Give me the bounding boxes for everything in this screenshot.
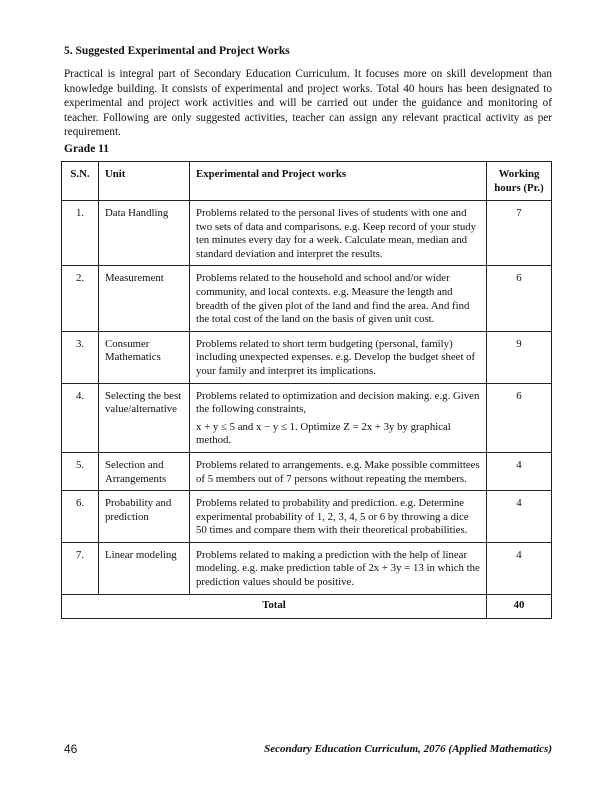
header-hours-line1: Working bbox=[498, 168, 540, 180]
table-row bbox=[62, 452, 552, 490]
row-works: Problems related to probability and prediction. e.g. Determine experimental probability of 1, 2, 3, 4, 5 or 6 by throwing a dice 50 times and compare them with their theoretical probabilities. bbox=[190, 491, 487, 543]
total-label: Total bbox=[62, 594, 487, 619]
header-works: Experimental and Project works bbox=[190, 162, 487, 201]
table-header-row bbox=[62, 162, 552, 201]
project-works-table bbox=[61, 161, 552, 619]
table-row bbox=[62, 201, 552, 266]
row-sn: 6. bbox=[62, 491, 99, 543]
page-number: 46 bbox=[64, 742, 78, 756]
row-unit: Linear modeling bbox=[99, 542, 190, 594]
row-works bbox=[190, 383, 487, 452]
row-unit: Probability and prediction bbox=[99, 491, 190, 543]
table-row bbox=[62, 542, 552, 594]
row-unit: Data Handling bbox=[99, 201, 190, 266]
intro-paragraph: Practical is integral part of Secondary Education Curriculum. It focuses more on skill development than knowledge building. It consists of experimental and project works. Total 40 hours has been designated to experimental and project work activities and will be carried out under the guidance and monitoring of teacher. Following are only suggested activities, teacher can assign any relevant practical activity as per requirement. bbox=[64, 68, 552, 139]
header-unit: Unit bbox=[99, 162, 190, 201]
row-works: Problems related to short term budgeting (personal, family) including unexpected expenses. e.g. Develop the budget sheet of your family and interpret its implications. bbox=[190, 331, 487, 383]
row-works-text: Problems related to optimization and decision making. e.g. Given the following constraints, bbox=[196, 389, 480, 416]
section-heading: 5. Suggested Experimental and Project Works bbox=[64, 45, 290, 57]
row-sn: 5. bbox=[62, 452, 99, 490]
row-sn: 1. bbox=[62, 201, 99, 266]
table-row bbox=[62, 491, 552, 543]
grade-heading: Grade 11 bbox=[64, 143, 110, 155]
table-row bbox=[62, 266, 552, 331]
row-sn: 2. bbox=[62, 266, 99, 331]
row-works: Problems related to the personal lives of students with one and two sets of data and comparisons. e.g. Keep record of your study ten minutes every day for a week. Calculate mean, median and standard deviation and interpret the results. bbox=[190, 201, 487, 266]
row-hours: 7 bbox=[487, 201, 552, 266]
footer-title: Secondary Education Curriculum, 2076 (Applied Mathematics) bbox=[264, 743, 552, 755]
row-works: Problems related to arrangements. e.g. Make possible committees of 5 members out of 7 persons without repeating the members. bbox=[190, 452, 487, 490]
row-sn: 7. bbox=[62, 542, 99, 594]
row-works: Problems related to the household and school and/or wider community, and local contexts. e.g. Measure the length and breadth of the given plot of the land and find the area. And find the total cost of the land on the basis of given unit cost. bbox=[190, 266, 487, 331]
row-sn: 3. bbox=[62, 331, 99, 383]
row-hours: 4 bbox=[487, 491, 552, 543]
row-hours: 4 bbox=[487, 452, 552, 490]
row-hours: 6 bbox=[487, 266, 552, 331]
total-row bbox=[62, 594, 552, 619]
header-sn: S.N. bbox=[62, 162, 99, 201]
row-works-math: x + y ≤ 5 and x − y ≤ 1. Optimize Z = 2x + 3y by graphical method. bbox=[196, 420, 451, 447]
table-row bbox=[62, 383, 552, 452]
header-hours bbox=[487, 162, 552, 201]
row-unit: Selection and Arrangements bbox=[99, 452, 190, 490]
total-value: 40 bbox=[487, 594, 552, 619]
row-hours: 6 bbox=[487, 383, 552, 452]
header-hours-line2: hours (Pr.) bbox=[494, 181, 544, 194]
row-works: Problems related to making a prediction with the help of linear modeling. e.g. make prediction table of 2x + 3y = 13 in which the prediction values should be positive. bbox=[190, 542, 487, 594]
row-hours: 9 bbox=[487, 331, 552, 383]
row-hours: 4 bbox=[487, 542, 552, 594]
row-unit: Consumer Mathematics bbox=[99, 331, 190, 383]
row-unit: Selecting the best value/alternative bbox=[99, 383, 190, 452]
table-row bbox=[62, 331, 552, 383]
row-unit: Measurement bbox=[99, 266, 190, 331]
row-sn: 4. bbox=[62, 383, 99, 452]
